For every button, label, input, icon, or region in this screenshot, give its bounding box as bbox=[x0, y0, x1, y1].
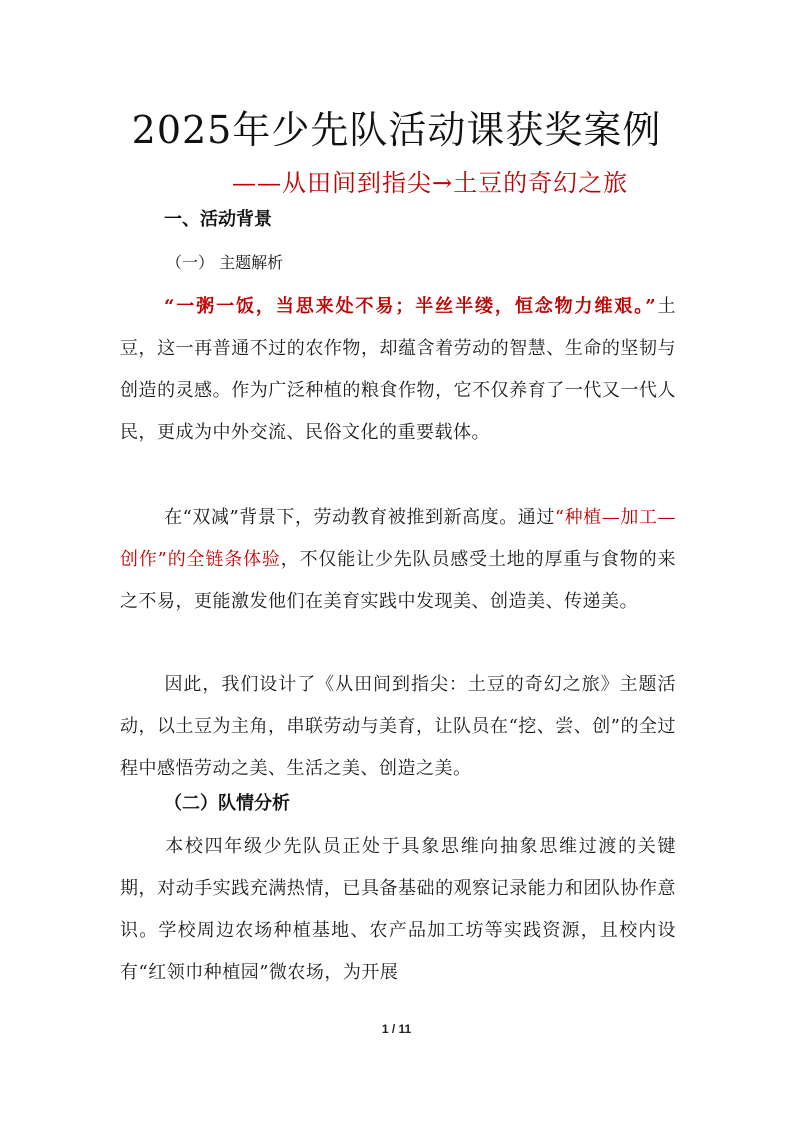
subsection-heading-analysis: （二）队情分析 bbox=[164, 793, 290, 814]
quote-text: “一粥一饭，当思来处不易；半丝半缕，恒念物力维艰。” bbox=[164, 296, 657, 317]
highlight-text: “种植—加工—创作”的全链条体验 bbox=[120, 507, 676, 570]
document-subtitle: ——从田间到指尖→土豆的奇幻之旅 bbox=[232, 169, 629, 197]
paragraph-labor-education bbox=[120, 497, 676, 623]
subsection-heading-theme: （一） 主题解析 bbox=[166, 253, 284, 272]
paragraph-design bbox=[120, 664, 676, 790]
section-heading-background: 一、活动背景 bbox=[164, 209, 272, 230]
paragraph-text: 在“双减”背景下，劳动教育被推到新高度。通过 bbox=[164, 507, 555, 528]
page-number: 1 / 11 bbox=[381, 1022, 412, 1036]
paragraph-analysis bbox=[120, 826, 676, 994]
paragraph-text: 因此，我们设计了《从田间到指尖：土豆的奇幻之旅》主题活动，以土豆为主角，串联劳动与美育，让队员在“挖、尝、创”的全过程中感悟劳动之美、生活之美、创造之美。 bbox=[120, 674, 676, 779]
document-title: 2025年少先队活动课获奖案例 bbox=[131, 108, 662, 152]
paragraph-text: 土豆，这一再普通不过的农作物，却蕴含着劳动的智慧、生命的坚韧与创造的灵感。作为广泛种植的粮食作物，它不仅养育了一代又一代人民，更成为中外交流、民俗文化的重要载体。 bbox=[120, 296, 676, 443]
paragraph-text: 本校四年级少先队员正处于具象思维向抽象思维过渡的关键期，对动手实践充满热情，已具备基础的观察记录能力和团队协作意识。学校周边农场种植基地、农产品加工坊等实践资源，且校内设有“红领巾种植园”微农场，为开展 bbox=[120, 836, 676, 983]
paragraph-text: ，不仅能让少先队员感受土地的厚重与食物的来之不易，更能激发他们在美育实践中发现美、创造美、传递美。 bbox=[120, 549, 677, 612]
paragraph-theme bbox=[120, 286, 676, 454]
